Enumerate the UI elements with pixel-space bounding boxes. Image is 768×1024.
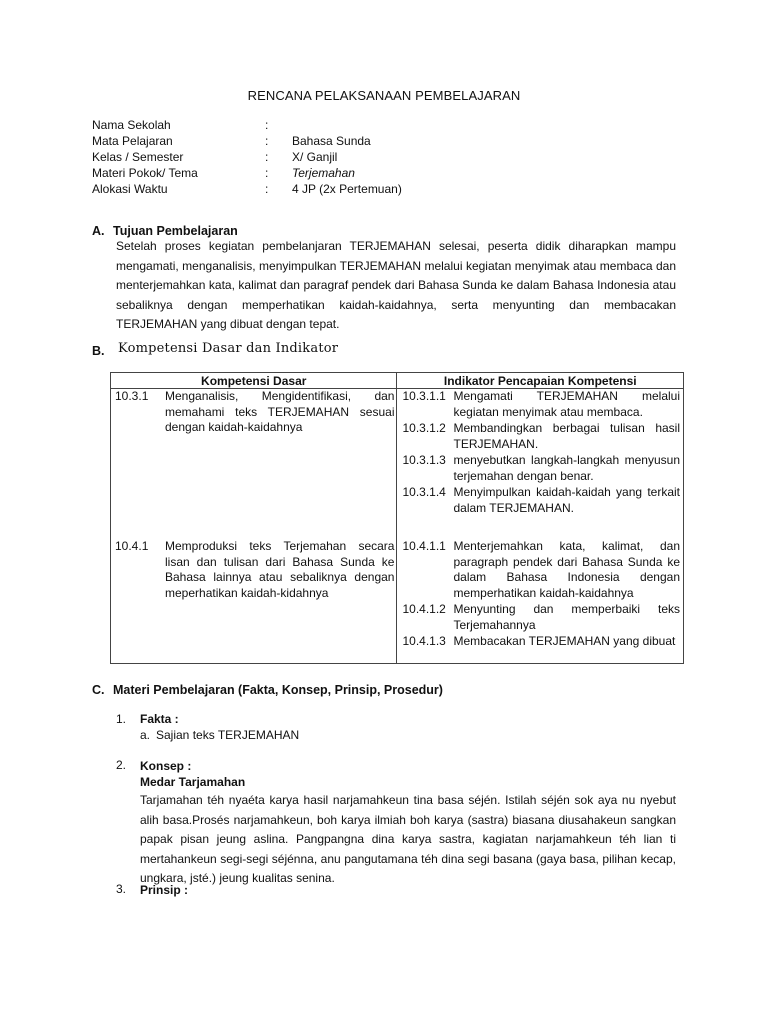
info-label: Kelas / Semester <box>92 150 184 164</box>
document-title: RENCANA PELAKSANAAN PEMBELAJARAN <box>247 88 521 103</box>
indicator-item <box>397 602 683 633</box>
indicator-text: Mengamati TERJEMAHAN melalui kegiatan menyimak atau membaca. <box>453 389 680 419</box>
indicator-number: 10.3.1.3 <box>402 453 446 467</box>
kd-item <box>111 389 396 436</box>
kd-item <box>111 539 396 601</box>
indicator-number: 10.4.1.3 <box>402 634 446 648</box>
indicator-number: 10.4.1.2 <box>402 602 446 616</box>
info-colon: : <box>265 166 269 180</box>
info-value: 4 JP (2x Pertemuan) <box>292 182 402 196</box>
indicator-item <box>397 421 683 452</box>
section-a-heading <box>92 224 238 238</box>
kd-number: 10.4.1 <box>115 539 149 553</box>
info-label: Materi Pokok/ Tema <box>92 166 198 180</box>
indicator-text: Menyunting dan memperbaiki teks Terjemahannya <box>453 602 680 632</box>
indicator-item <box>397 389 683 420</box>
table-row <box>111 539 684 664</box>
list-label: Konsep : <box>140 759 192 773</box>
indicator-item <box>397 485 683 516</box>
kd-text: Menganalisis, Mengidentifikasi, dan memahami teks TERJEMAHAN sesuai dengan kaidah-kaidahnya <box>165 389 395 434</box>
list-number: 1. <box>116 712 127 726</box>
info-colon: : <box>265 118 269 132</box>
sub-item <box>140 728 299 742</box>
section-letter: C. <box>92 683 105 697</box>
section-c-heading <box>92 683 443 697</box>
indicator-number: 10.3.1.1 <box>402 389 446 403</box>
competency-table <box>110 372 684 664</box>
list-number: 3. <box>116 882 127 896</box>
table-row <box>111 389 684 540</box>
list-number: 2. <box>116 758 127 772</box>
indicator-text: Menyimpulkan kaidah-kaidah yang terkait dalam TERJEMAHAN. <box>453 485 680 515</box>
info-value: X/ Ganjil <box>292 150 338 164</box>
section-b-heading: Kompetensi Dasar dan Indikator <box>118 341 339 356</box>
indicator-text: menyebutkan langkah-langkah menyusun terjemahan dengan benar. <box>453 453 680 483</box>
table-header-kd: Kompetensi Dasar <box>111 373 397 389</box>
indicator-number: 10.3.1.2 <box>402 421 446 435</box>
info-colon: : <box>265 134 269 148</box>
indicator-text: Menterjemahkan kata, kalimat, dan paragraph pendek dari Bahasa Sunda ke dalam Bahasa Indonesia dengan memperhatikan kaidah-kaidahnya <box>453 539 680 600</box>
indicator-cell <box>397 389 684 540</box>
indicator-cell <box>397 539 684 664</box>
info-label: Alokasi Waktu <box>92 182 168 196</box>
sub-item-letter: a. <box>140 728 151 742</box>
kd-text: Memproduksi teks Terjemahan secara lisan dan tulisan dari Bahasa Sunda ke Bahasa lainnya atau sebaliknya dengan meperhatikan kaidah-kidahnya <box>165 539 395 600</box>
table-header-indicator: Indikator Pencapaian Kompetensi <box>397 373 684 389</box>
concept-body: Tarjamahan téh nyaéta karya hasil narjamahkeun tina basa séjén. Istilah séjén sok aya nu nyebut alih basa.Prosés narjamahkeun, boh karya ilmiah boh karya (sastra) biasana diusahakeun sangkan papak pisan jeung aslina. Pangpangna dina karya sastra, kagiatan narjamahkeun téh lian ti mertahankeun segi-segi séjénna, anu pangutamana téh dina segi basana (gaya basa, pilihan kecap, ungkara, jsté.) jeung kualitas senina. <box>140 793 676 885</box>
list-label: Fakta : <box>140 712 179 726</box>
sub-item-text: Sajian teks TERJEMAHAN <box>156 728 300 742</box>
indicator-number: 10.3.1.4 <box>402 485 446 499</box>
info-label: Nama Sekolah <box>92 118 171 132</box>
info-value: Terjemahan <box>292 166 355 180</box>
section-a-body: Setelah proses kegiatan pembelanjaran TERJEMAHAN selesai, peserta didik diharapkan mampu mengamati, menganalisis, menyimpulkan TERJEMAHAN melalui kegiatan menyimak atau membaca dan menterjemahkan kata, kalimat dan paragraf pendek dari Bahasa Sunda ke dalam Bahasa Indonesia atau sebaliknya dengan memperhatikan kaidah-kaidahnya, serta menyunting dan membacakan TERJEMAHAN yang dibuat dengan tepat. <box>116 239 676 331</box>
info-label: Mata Pelajaran <box>92 134 173 148</box>
list-label: Prinsip : <box>140 883 189 897</box>
section-title: Tujuan Pembelajaran <box>113 224 238 238</box>
section-b-letter: B. <box>92 344 105 358</box>
kd-cell <box>111 539 397 664</box>
kd-number: 10.3.1 <box>115 389 149 403</box>
info-colon: : <box>265 150 269 164</box>
section-letter: A. <box>92 224 105 238</box>
indicator-number: 10.4.1.1 <box>402 539 446 553</box>
indicator-item <box>397 453 683 484</box>
indicator-text: Membandingkan berbagai tulisan hasil TERJEMAHAN. <box>453 421 680 451</box>
indicator-item <box>397 539 683 601</box>
kd-cell <box>111 389 397 540</box>
indicator-item <box>397 634 683 650</box>
section-title: Materi Pembelajaran (Fakta, Konsep, Prinsip, Prosedur) <box>113 683 443 697</box>
info-colon: : <box>265 182 269 196</box>
info-value: Bahasa Sunda <box>292 134 371 148</box>
indicator-text: Membacakan TERJEMAHAN yang dibuat <box>453 634 676 648</box>
concept-subtitle: Medar Tarjamahan <box>140 775 246 789</box>
